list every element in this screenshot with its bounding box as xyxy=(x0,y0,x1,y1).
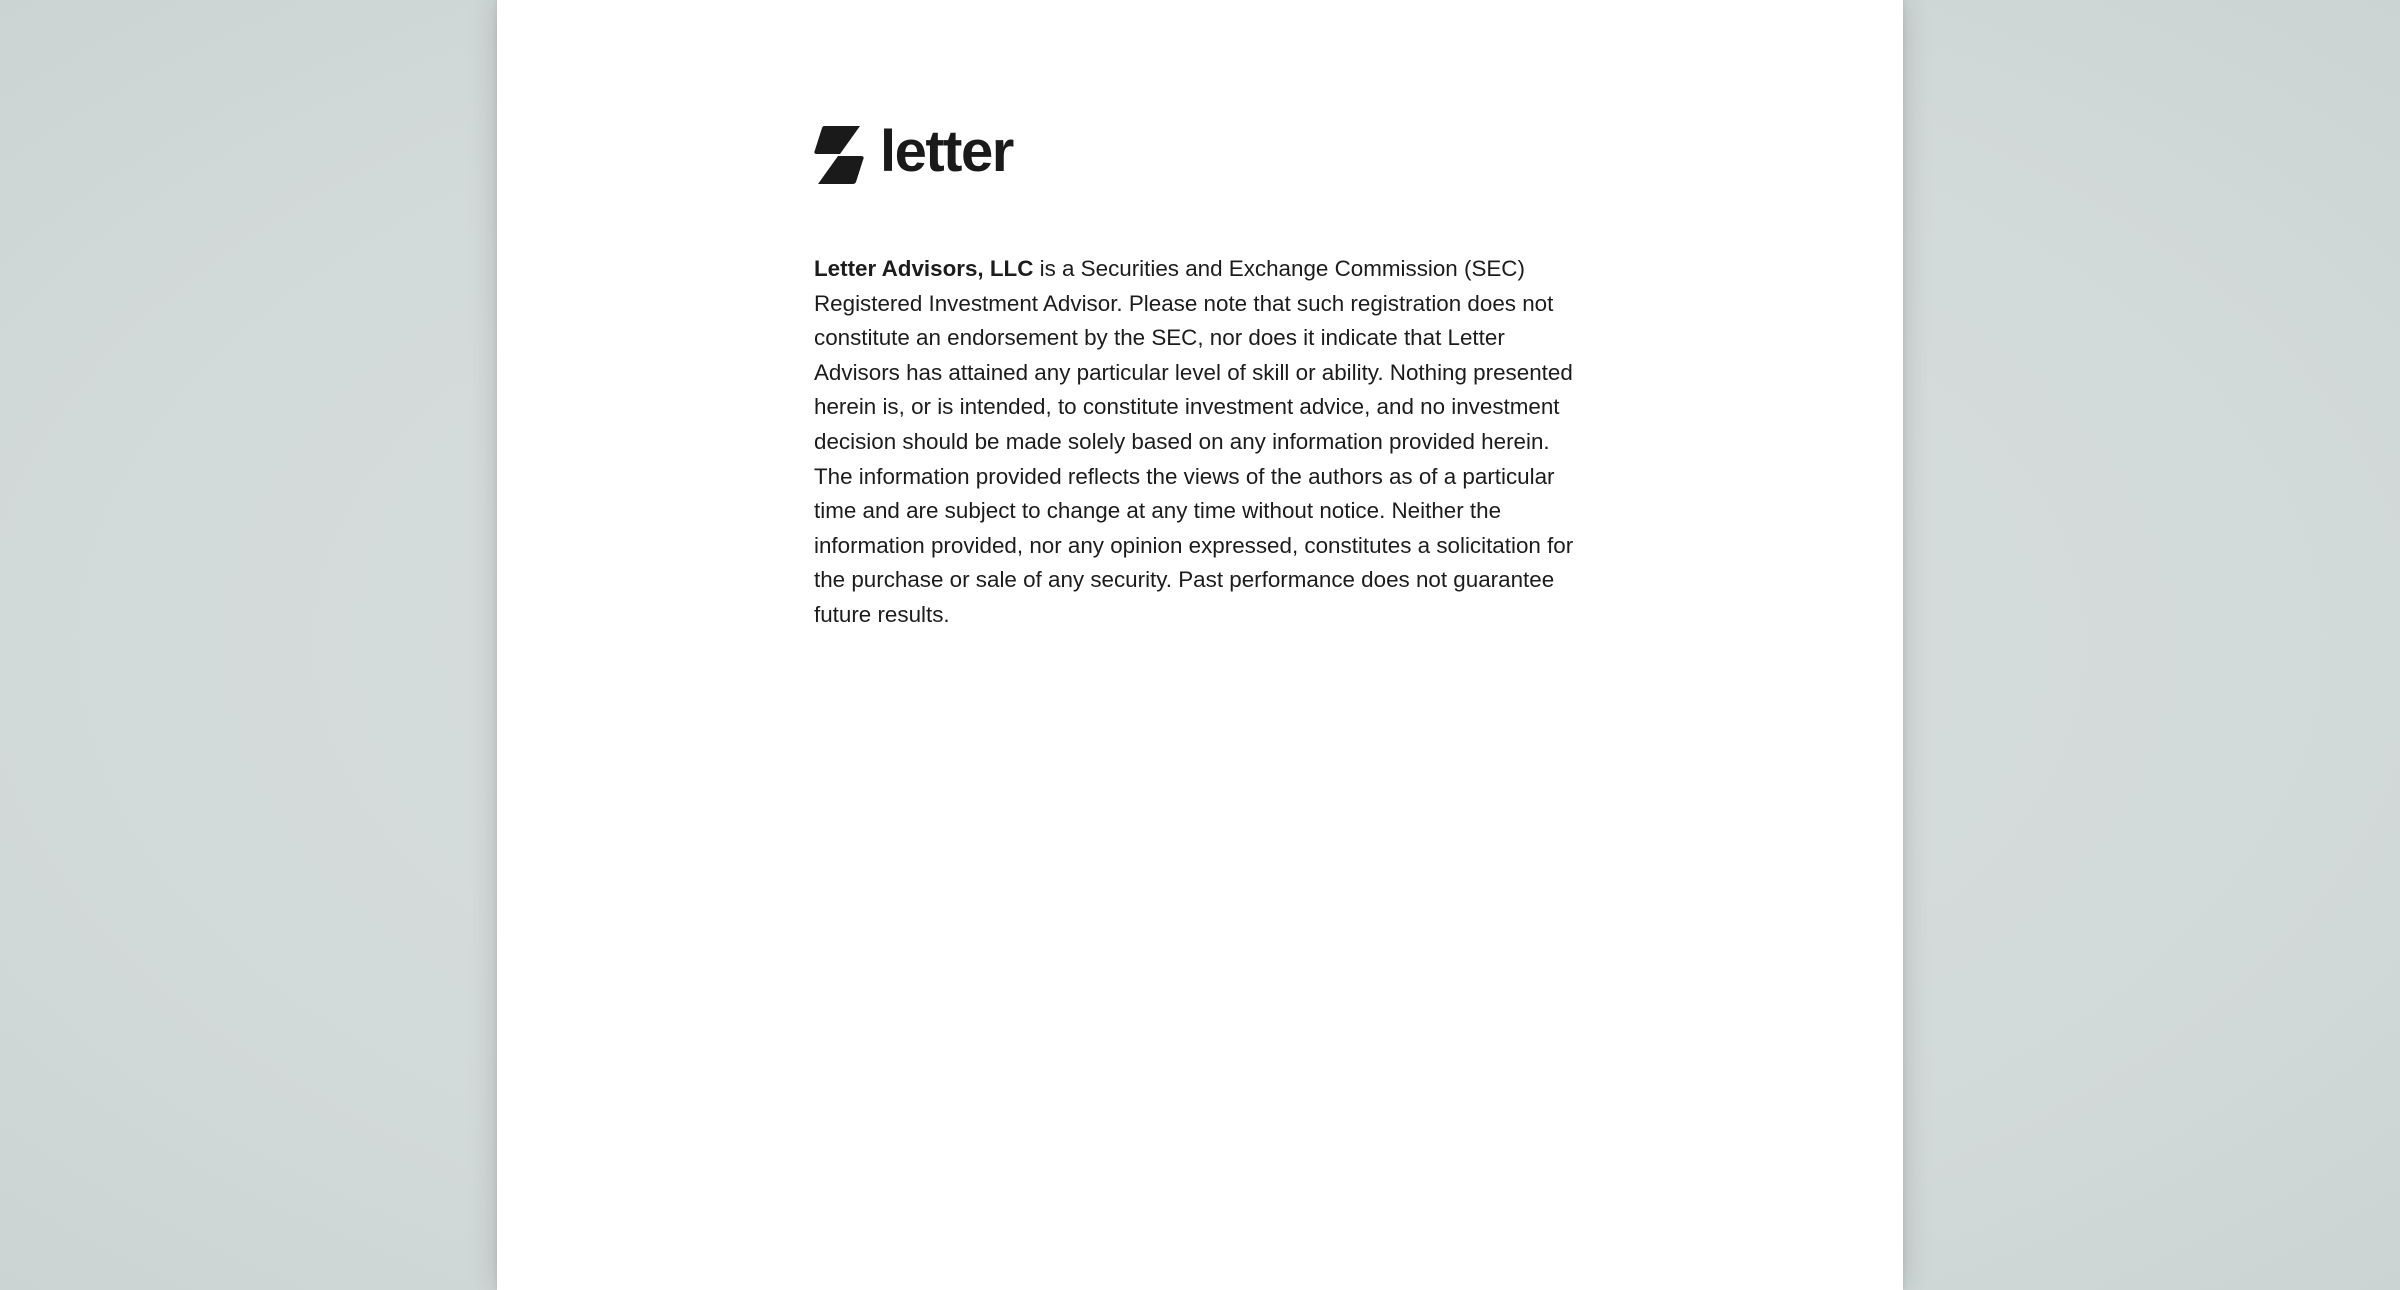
company-name: Letter Advisors, LLC xyxy=(814,256,1034,281)
logo-wordmark: letter xyxy=(880,119,1013,184)
letter-logo xyxy=(814,119,1013,188)
disclaimer-paragraph xyxy=(814,252,1589,633)
disclaimer-text: is a Securities and Exchange Commission (SEC) Registered Investment Advisor. Please note that such registration does not constitute an endorsement by the SEC, nor does it indicate that Letter Advisors has attained any particular level of skill or ability. Nothing presented herein is, or is intended, to constitute investment advice, and no investment decision should be made solely based on any information provided herein. The information provided reflects the views of the authors as of a particular time and are subject to change at any time without notice. Neither the information provided, nor any opinion expressed, constitutes a solicitation for the purchase or sale of any security. Past performance does not guarantee future results. xyxy=(814,256,1574,627)
document-page xyxy=(497,0,1903,1290)
letter-logo-mark-icon xyxy=(814,126,864,184)
